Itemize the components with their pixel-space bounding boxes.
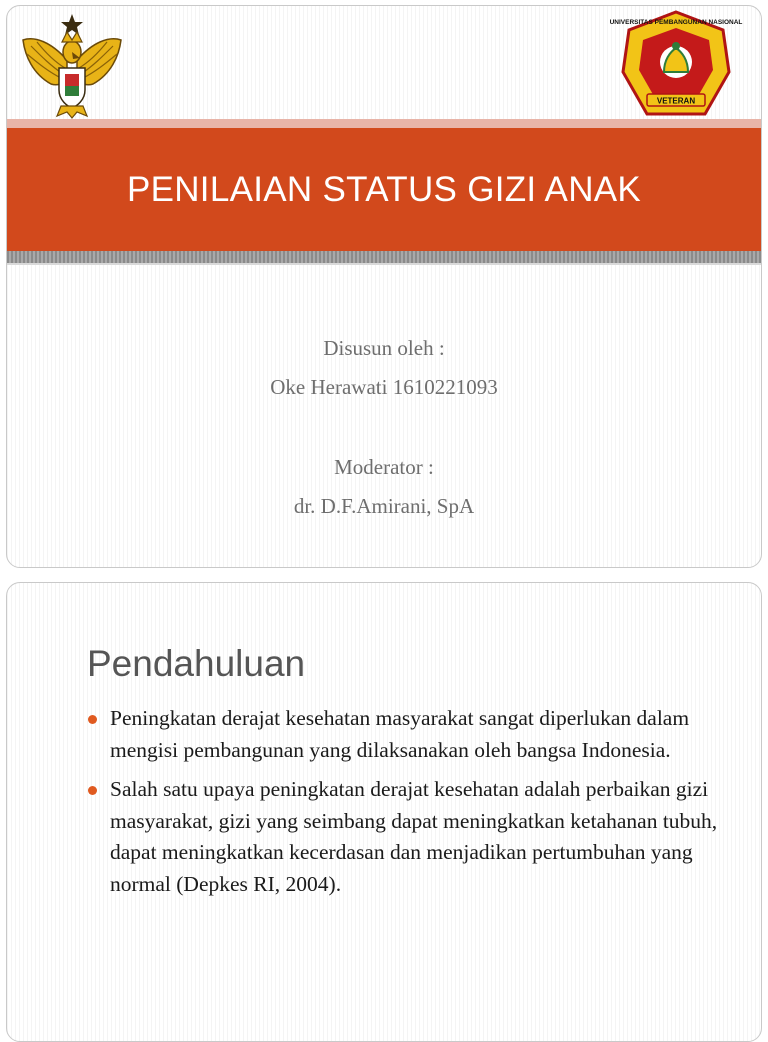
seal-banner-text: VETERAN <box>656 96 696 106</box>
university-seal-icon <box>609 10 743 122</box>
moderator-label: Moderator : <box>334 455 434 479</box>
title-band <box>7 128 761 251</box>
divider-line <box>7 263 761 265</box>
list-item <box>86 703 746 766</box>
author-label: Disusun oleh : <box>323 336 445 360</box>
list-item <box>86 774 746 900</box>
bullet-text: Peningkatan derajat kesehatan masyarakat sangat diperlukan dalam mengisi pembangunan yang dilaksanakan oleh bangsa Indonesia. <box>110 706 690 762</box>
title-slide <box>6 5 762 568</box>
content-slide <box>6 582 762 1042</box>
divider-strip <box>7 251 761 263</box>
accent-strip <box>7 119 761 128</box>
slide-title: PENILAIAN STATUS GIZI ANAK <box>126 169 642 209</box>
seal-ring-text: UNIVERSITAS PEMBANGUNAN NASIONAL <box>609 19 743 26</box>
garuda-emblem-icon <box>17 12 127 120</box>
bullet-text: Salah satu upaya peningkatan derajat kesehatan adalah perbaikan gizi masyarakat, gizi yang seimbang dapat meningkatkan ketahanan tubuh, dapat meningkatkan kecerdasan dan menjadikan pertumbuhan yang normal (Depkes RI, 2004). <box>110 777 718 896</box>
author-name: Oke Herawati 1610221093 <box>270 375 498 399</box>
bullet-dot-icon <box>88 715 97 724</box>
slide-heading: Pendahuluan <box>87 643 306 684</box>
bullet-dot-icon <box>88 786 97 795</box>
moderator-name: dr. D.F.Amirani, SpA <box>293 494 475 518</box>
bullet-list <box>86 703 746 908</box>
